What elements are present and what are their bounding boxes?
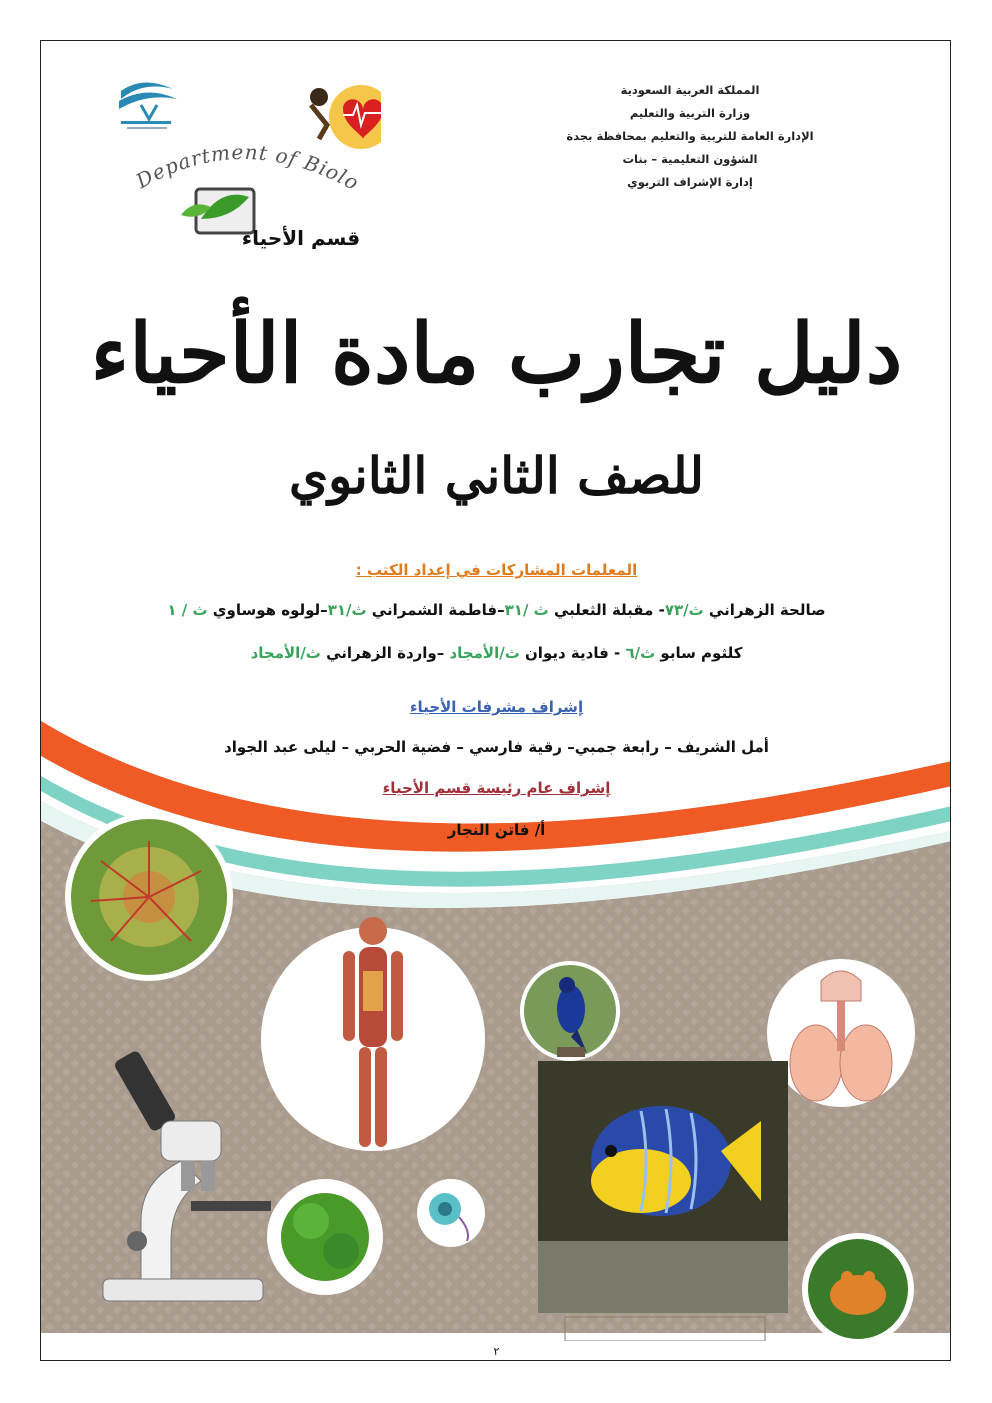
- contributor-name: صالحة الزهراني: [703, 601, 826, 619]
- heart-mascot-icon: [310, 85, 381, 149]
- sundew-plant-image: [65, 813, 233, 981]
- contributor-name: –فاطمة الشمراني: [366, 601, 505, 619]
- page-frame: [40, 40, 951, 1361]
- department-arc-text: Department of Biolo: [131, 139, 364, 196]
- school-code: ث/٦: [625, 644, 656, 662]
- contributors-line-1: [41, 601, 951, 619]
- general-supervision-heading: إشراف عام رئيسة قسم الأحياء: [382, 779, 611, 797]
- school-code: ث/الأمجاد: [449, 644, 520, 662]
- page-number: ٢: [493, 1345, 500, 1358]
- contributor-name: - فادية ديوان: [519, 644, 626, 662]
- contributors-line-2: [41, 644, 951, 662]
- ministry-logo-icon: [119, 82, 177, 129]
- admin-line: وزارة التربية والتعليم: [629, 106, 751, 120]
- subtitle: للصف الثاني الثانوي: [288, 446, 705, 505]
- admin-line: المملكة العربية السعودية: [620, 83, 760, 97]
- main-title: دليل تجارب مادة الأحياء: [90, 306, 903, 402]
- contributor-name: –واردة الزهراني: [320, 644, 450, 662]
- school-code: ث /٣١: [504, 601, 549, 619]
- school-code: ث/٣١: [327, 601, 367, 619]
- school-code: ث/٧٣: [664, 601, 704, 619]
- fern-image: [267, 1179, 383, 1295]
- admin-line: إدارة الإشراف التربوي: [627, 175, 753, 189]
- cell-microorganism-image: [417, 1179, 485, 1247]
- contributor-name: –لولوه هوساوي: [207, 601, 328, 619]
- orange-frog-image: [802, 1233, 914, 1341]
- supervisors-heading: إشراف مشرفات الأحياء: [409, 698, 584, 716]
- admin-line: الشؤون التعليمية – بنات: [622, 152, 758, 166]
- contributors-heading: المعلمات المشاركات في إعداد الكتب :: [355, 561, 638, 579]
- admin-line: الإدارة العامة للتربية والتعليم بمحافظة بجدة: [566, 129, 814, 143]
- administration-header: [540, 79, 840, 194]
- blue-bird-image: [520, 961, 620, 1061]
- contributor-name: - مقبلة الثعلبي: [548, 601, 665, 619]
- department-logo: [81, 69, 381, 249]
- biology-images: [41, 801, 951, 1341]
- contributor-name: كلثوم سابو: [655, 644, 743, 662]
- general-supervisor-name: أ/ فاتن النجار: [447, 821, 546, 839]
- school-code: ث/الأمجاد: [250, 644, 321, 662]
- tropical-fish-image: [538, 1061, 788, 1313]
- department-arabic-label: قسم الأحياء: [241, 226, 361, 249]
- supervisors-names: أمل الشريف – رابعة جمبي– رقية فارسي – فضية الحربي – ليلى عبد الجواد: [224, 738, 769, 756]
- human-anatomy-image: [261, 917, 485, 1151]
- microscope-image: [103, 1049, 271, 1301]
- respiratory-system-image: [767, 959, 915, 1107]
- school-code: ث / ١: [167, 601, 208, 619]
